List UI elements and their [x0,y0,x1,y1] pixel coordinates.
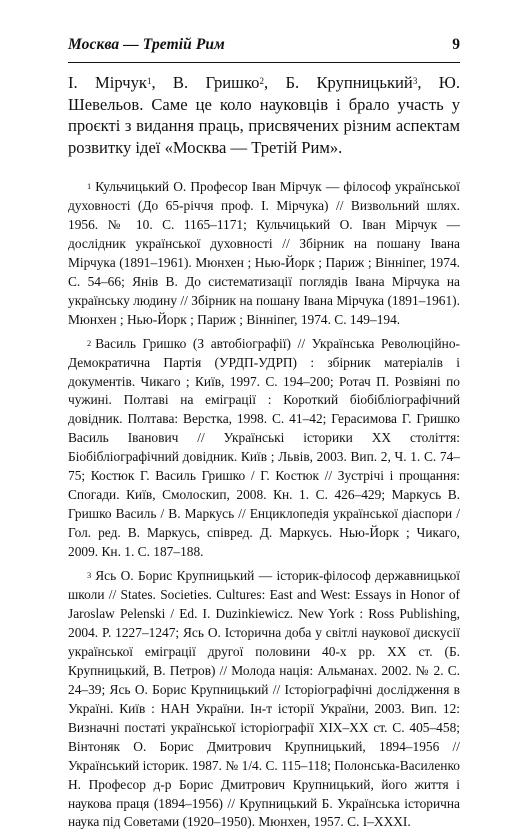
footnotes [68,178,460,832]
running-title: Москва — Третій Рим [68,36,225,53]
body-paragraph [68,72,460,158]
header-rule [68,62,460,63]
running-header [68,36,460,58]
author-name: І. Мірчук [68,73,147,92]
footnote [68,335,460,562]
footnote [68,178,460,330]
footnote-number: 1 [87,181,92,191]
paragraph-text: , Ю. Шевельов. Саме це коло науковців і брало участь у проєкті з видання праць, присвячених різним аспектам розвитку ідеї «Москва — Третій Рим». [68,73,460,157]
footnote-text: Василь Гришко (З автобіографії) // Українська Революційно-Демократична Партія (УРДП-УДРП) : збірник матеріалів і документів. Чикаго ; Київ, 1997. С. 194–200; Ротач П. Розвіяні по чужині. Полтаві на еміграції : Короткий біобібліографічний довідник. Полтава: Верстка, 1998. С. 41–42; Герасимова Г. Гришко Василь Іванович // Українські історики XX століття: Біобібліографічний довідник. Київ ; Львів, 2003. Вип. 2, Ч. 1. С. 74–75; Костюк Г. Василь Гришко / Г. Костюк // Зустрічі і прощання: Спогади. Київ, Смолоскип, 2008. Кн. 1. С. 426–429; Маркусь В. Гришко Василь / В. Маркусь // Енциклопедія української діаспори / Гол. ред. В. Маркусь, співред. Д. Маркусь. Нью-Йорк ; Чикаго, 2009. Кн. 1. С. 187–188. [68,335,460,560]
footnote-number: 2 [87,337,92,348]
footnote-ref[interactable]: 1 [146,76,152,86]
footnote-number: 3 [87,570,92,581]
footnote-text: Кульчицький О. Професор Іван Мірчук — філософ української духовності (До 65-річчя проф. І. Мірчука) // Визвольний шлях. 1956. № 10. С. 1165–1171; Кульчицький О. Іван Мірчук — дослідник української духовності // Збірник на пошану Івана Мірчука (1891–1961). Мюнхен ; Нью-Йорк ; Париж ; Вінніпег, 1974. С. 54–66; Янів В. До систематизації поглядів Івана Мірчука на українську людину // Збірник на пошану Івана Мірчука (1891–1961). Мюнхен ; Нью-Йорк ; Париж ; Вінніпег, 1974. С. 149–194. [68,179,460,327]
footnote-ref[interactable]: 3 [412,76,418,86]
footnote-ref[interactable]: 2 [259,76,264,86]
page-number: 9 [452,36,460,53]
author-name: , В. Гришко [151,73,260,92]
author-name: , Б. Крупницький [263,73,413,92]
footnote [68,567,460,832]
footnote-text: Ясь О. Борис Крупницький — історик-філософ державницької школи // States. Societies. Cultures: East and West: Essays in Honor of Jaroslaw Pelenski / Ed. I. Duzinkiewicz. New York : Ross Publishing, 2004. P. 1227–1247; Ясь О. Історична доба у світлі наукової дискусії української еміграції другої половини 40-х рр. XX ст. (Б. Крупницький, В. Петров) // Молода нація: Альманах. 2002. № 2. С. 24–39; Ясь О. Борис Крупницький // Історіографічні дослідження в Україні. Київ : НАН України. Ін-т історії України, 2003. Вип. 12: Визначні постаті української історіографії XIX–XX ст. С. 405–458; Вінтоняк О. Борис Дмитрович Крупницький, 1894–1956 // Український історик. 1987. № 1/4. С. 115–118; Полонська-Василенко Н. Професор д-р Борис Дмитрович Крупницький, його життя і наукова праця (1894–1956) // Крупницький Б. Українська історична наука під Советами (1920–1950). Мюнхен, 1957. С. I–XXXI. [68,568,460,830]
